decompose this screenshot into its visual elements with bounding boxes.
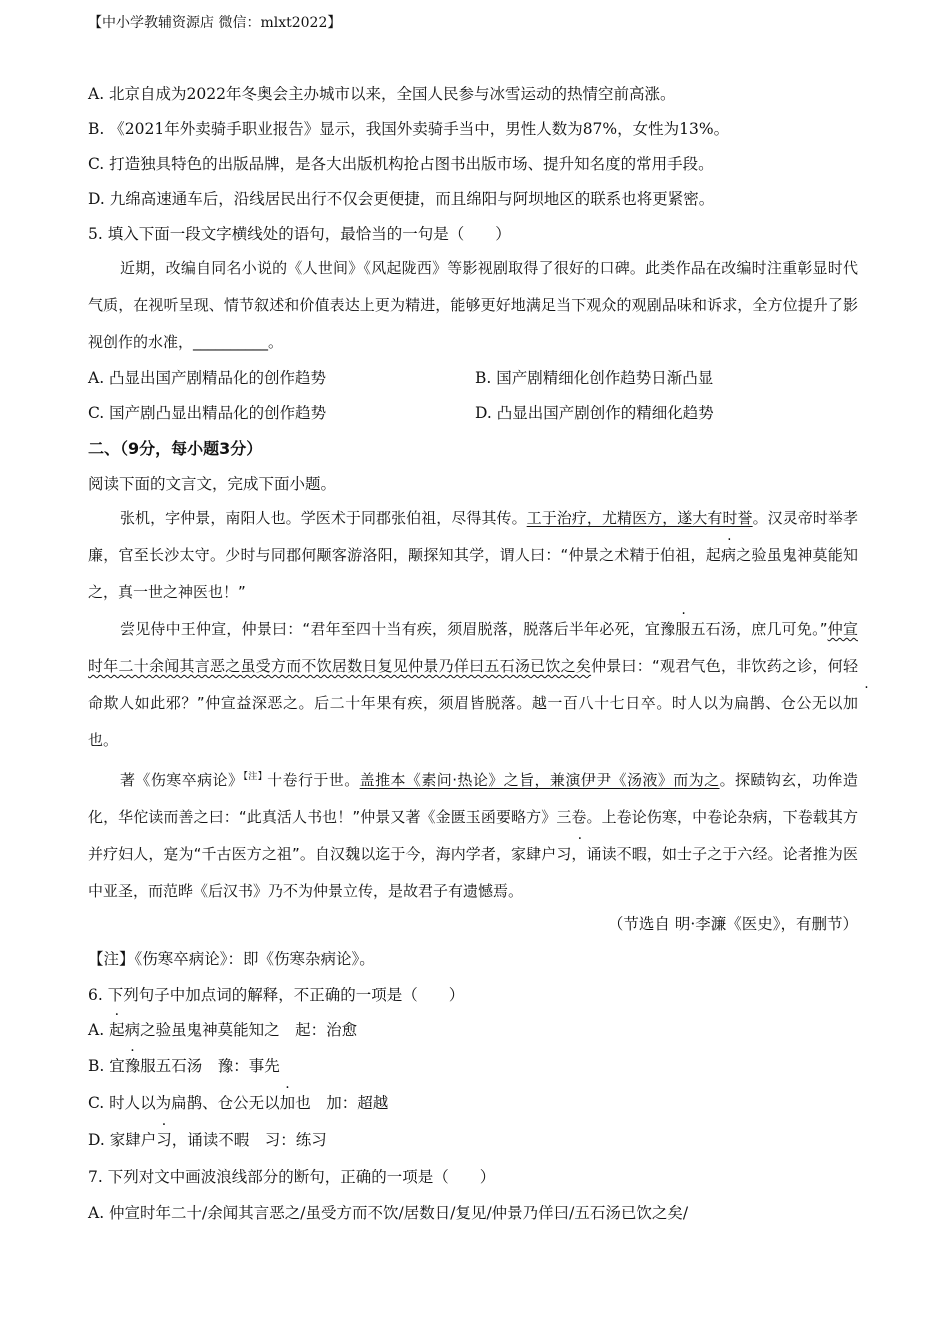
q7-option-a: A. 仲宣时年二十/余闻其言恶之/虽受方而不饮/居数日/复见/仲景乃佯曰/五石汤已饮之矣/ [88, 1204, 689, 1222]
footnote-marker: 【注】 [243, 772, 268, 782]
dotted-word-jia: 加 [842, 694, 858, 712]
dotted-word-yu: 豫 [660, 620, 676, 638]
q5-option-a: A. 凸显出国产剧精品化的创作趋势 [88, 369, 327, 387]
q5-option-d: D. 凸显出国产剧创作的精细化趋势 [475, 404, 714, 422]
footnote: 【注】《伤寒卒病论》：即《伤寒杂病论》。 [88, 950, 375, 968]
passage-paragraph-1: 张机，字仲景，南阳人也。学医术于同郡张伯祖，尽得其传。工于治疗，尤精医方，遂大有时誉。汉灵帝时举孝廉，官至长沙太守。少时与同郡何颙客游洛阳，颙探知其学，谓人曰：“仲景之术精于伯祖，起病之验虽鬼神莫能知之，真一世之神医也！” [88, 509, 858, 601]
q4-option-c: C. 打造独具特色的出版品牌，是各大出版机构抢占图书出版市场、提升知名度的常用手段。 [88, 155, 714, 173]
dotted-word-xi: 习 [556, 845, 572, 863]
page-header: 【中小学教辅资源店 微信：mlxt2022】 [88, 15, 342, 31]
underlined-sentence-1: 工于治疗，尤精医方，遂大有时誉 [526, 509, 753, 527]
q6-stem: 6. 下列句子中加点词的解释，不正确的一项是（ ） [88, 986, 465, 1004]
passage-paragraph-2: 尝见侍中王仲宣，仲景曰：“君年至四十当有疾，须眉脱落，脱落后半年必死，宜豫服五石汤，庶几可免。”仲宣时年二十余闻其言恶之虽受方而不饮居数日复见仲景乃佯曰五石汤已饮之矣仲景曰：“观君气色，非饮药之诊，何轻命欺人如此邪？”仲宣益深恶之。后二十年果有疾，须眉皆脱落。越一百八十七日卒。时人以为扁鹊、仓公无以加也。 [88, 620, 858, 749]
q4-option-b: B. 《2021年外卖骑手职业报告》显示，我国外卖骑手当中，男性人数为87%，女性为13%。 [88, 120, 730, 138]
q6-option-a: A. 起病之验虽鬼神莫能知之 起：治愈 [88, 1021, 358, 1039]
wavy-underlined-sentence: 仲宣时年二十余闻其言恶之虽受方而不饮居数日复见仲景乃佯曰五石汤已饮之矣 [88, 620, 858, 675]
q4-option-a: A. 北京自成为2022年冬奥会主办城市以来，全国人民参与冰雪运动的热情空前高涨。 [88, 85, 676, 103]
source-citation: （节选自 明·李濂《医史》，有删节） [607, 915, 858, 933]
q4-option-d: D. 九绵高速通车后，沿线居民出行不仅会更便捷，而且绵阳与阿坝地区的联系也将更紧密。 [88, 190, 715, 208]
q5-stem: 5. 填入下面一段文字横线处的语句，最恰当的一句是（ ） [88, 225, 511, 243]
q7-stem: 7. 下列对文中画波浪线部分的断句，正确的一项是（ ） [88, 1168, 496, 1186]
passage-paragraph-3: 著《伤寒卒病论》$^{【注】}$十卷行于世。盖推本《素问·热论》之旨，兼演伊尹《汤液》而为之。探赜钩玄，功侔造化，华佗读而善之曰：“此真活人书也！”仲景又著《金匮玉函要略方》三卷。上卷论伤寒，中卷论杂病，下卷载其方并疗妇人，寔为“千古医方之祖”。自汉魏以迄于今，海内学者，家肆户习，诵读不暇，如士子之于六经。论者推为医中亚圣，而范晔《后汉书》乃不为仲景立传，是故君子有遗憾焉。 [88, 771, 858, 900]
q6-option-d: D. 家肆户习，诵读不暇 习：练习 [88, 1131, 327, 1149]
reading-instruction: 阅读下面的文言文，完成下面小题。 [88, 475, 337, 493]
q5-option-b: B. 国产剧精细化创作趋势日渐凸显 [475, 369, 714, 387]
q5-passage: 近期，改编自同名小说的《人世间》《风起陇西》等影视剧取得了很好的口碑。此类作品在改编时注重彰显时代气质，在视听呈现、情节叙述和价值表达上更为精进，能够更好地满足当下观众的观剧品味和诉求，全方位提升了影视创作的水准，__________。 [88, 259, 858, 351]
q6-option-c: C. 时人以为扁鹊、仓公无以加也 加：超越 [88, 1094, 389, 1112]
section-title: 二、（9分，每小题3分） [88, 439, 263, 458]
q6-option-b: B. 宜豫服五石汤 豫：事先 [88, 1057, 280, 1075]
dotted-word-qi: 起 [705, 546, 722, 564]
q5-option-c: C. 国产剧凸显出精品化的创作趋势 [88, 404, 327, 422]
underlined-sentence-2: 盖推本《素问·热论》之旨，兼演伊尹《汤液》而为之 [359, 771, 720, 789]
